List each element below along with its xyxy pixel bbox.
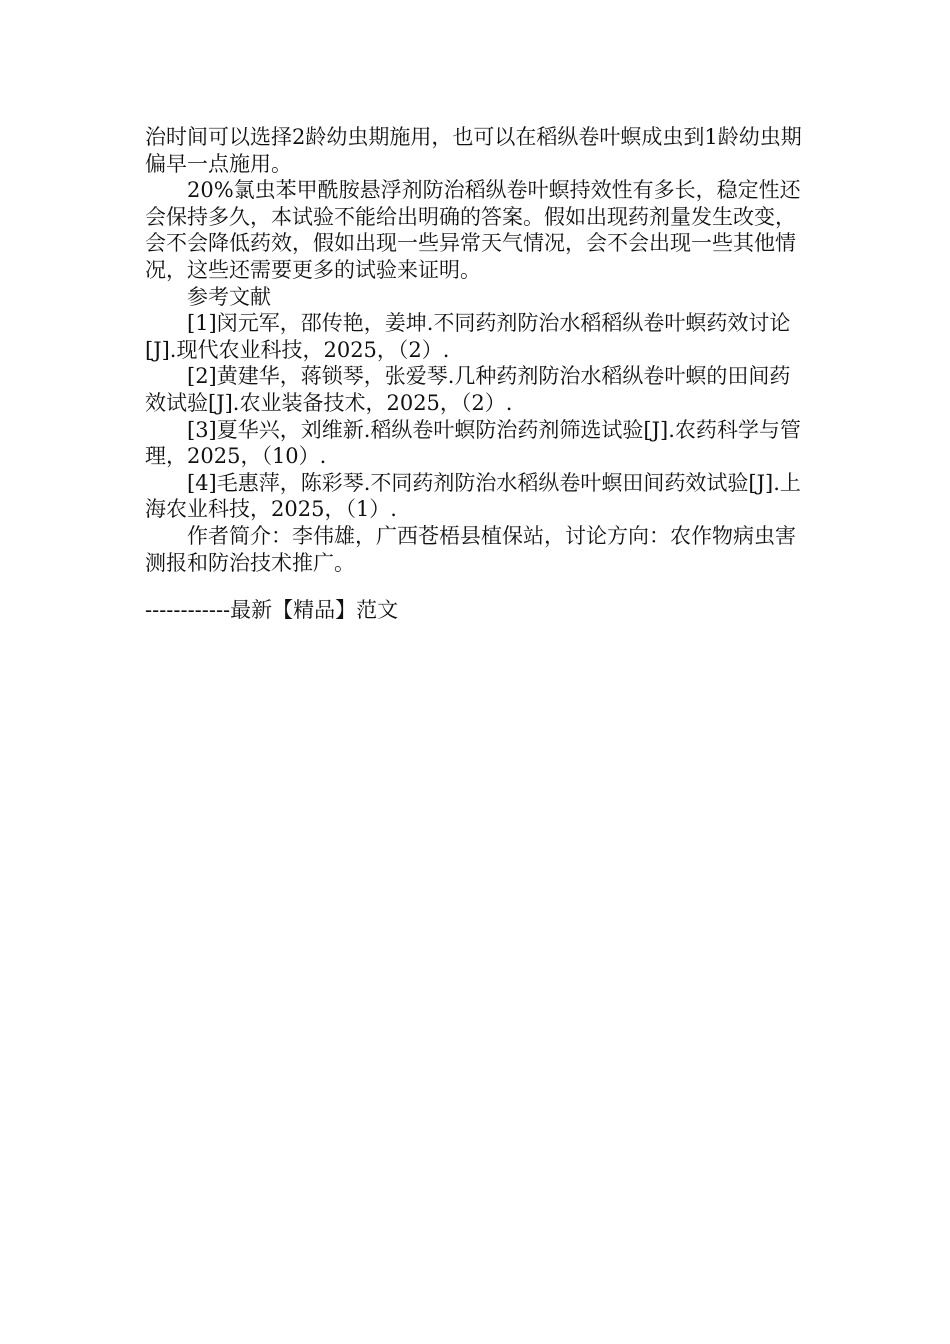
- reference-item-3: [3]夏华兴，刘维新.稻纵卷叶螟防治药剂筛选试验[J].农药科学与管理，2025，（10）.: [145, 417, 801, 469]
- author-bio: 作者简介：李伟雄，广西苍梧县植保站，讨论方向：农作物病虫害测报和防治技术推广。: [145, 523, 796, 575]
- reference-item-4: [4]毛惠萍，陈彩琴.不同药剂防治水稻纵卷叶螟田间药效试验[J].上海农业科技，2025，（1）.: [145, 470, 801, 522]
- reference-item-2: [2]黄建华，蒋锁琴，张爱琴.几种药剂防治水稻纵卷叶螟的田间药效试验[J].农业装备技术，2025，（2）.: [145, 364, 791, 415]
- document-body: [145, 124, 805, 576]
- body-paragraph-continuation: 治时间可以选择2龄幼虫期施用，也可以在稻纵卷叶螟成虫到1龄幼虫期偏早一点施用。: [145, 125, 802, 176]
- footer-label: ------------最新【精品】范文: [145, 598, 399, 622]
- reference-item-1: [1]闵元军，邵传艳，姜坤.不同药剂防治水稻稻纵卷叶螟药效讨论[J].现代农业科技，2025，（2）.: [145, 311, 791, 362]
- references-heading: 参考文献: [187, 284, 271, 309]
- body-paragraph-discussion: 20%氯虫苯甲酰胺悬浮剂防治稻纵卷叶螟持效性有多长，稳定性还会保持多久，本试验不能给出明确的答案。假如出现药剂量发生改变，会不会降低药效，假如出现一些异常天气情况，会不会出现一些其他情况，这些还需要更多的试验来证明。: [145, 178, 801, 282]
